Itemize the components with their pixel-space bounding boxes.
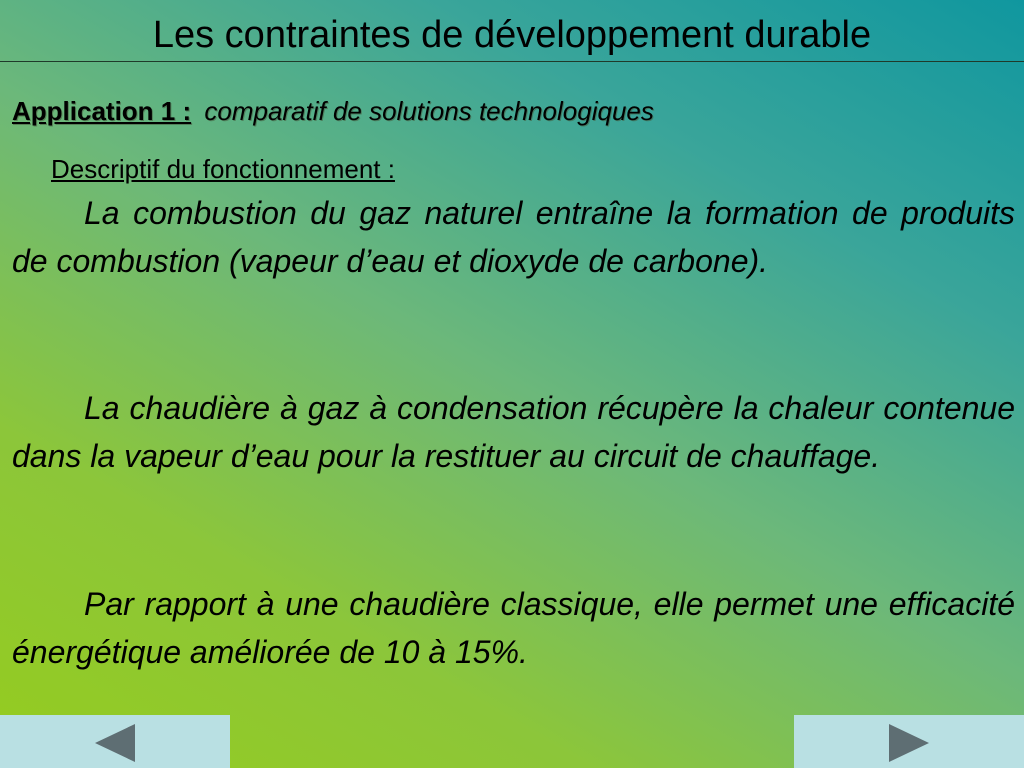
title-divider xyxy=(0,61,1024,62)
paragraph-combustion: La combustion du gaz naturel entraîne la formation de produits de combustion (vapeur d’eau et dioxyde de carbone). xyxy=(12,195,1015,279)
paragraph-efficiency: Par rapport à une chaudière classique, elle permet une efficacité énergétique améliorée de 10 à 15%. xyxy=(12,586,1015,670)
paragraph-condensation: La chaudière à gaz à condensation récupère la chaleur contenue dans la vapeur d’eau pour la restituer au circuit de chauffage. xyxy=(12,390,1015,474)
right-arrow-icon xyxy=(889,724,929,762)
application-subtitle xyxy=(12,94,654,128)
previous-slide-button[interactable] xyxy=(0,715,230,768)
application-label: Application 1 : xyxy=(12,96,192,126)
application-description: comparatif de solutions technologiques xyxy=(204,96,654,126)
left-arrow-icon xyxy=(95,724,135,762)
slide-title: Les contraintes de développement durable xyxy=(152,14,872,56)
section-label: Descriptif du fonctionnement : xyxy=(51,154,395,184)
next-slide-button[interactable] xyxy=(794,715,1024,768)
